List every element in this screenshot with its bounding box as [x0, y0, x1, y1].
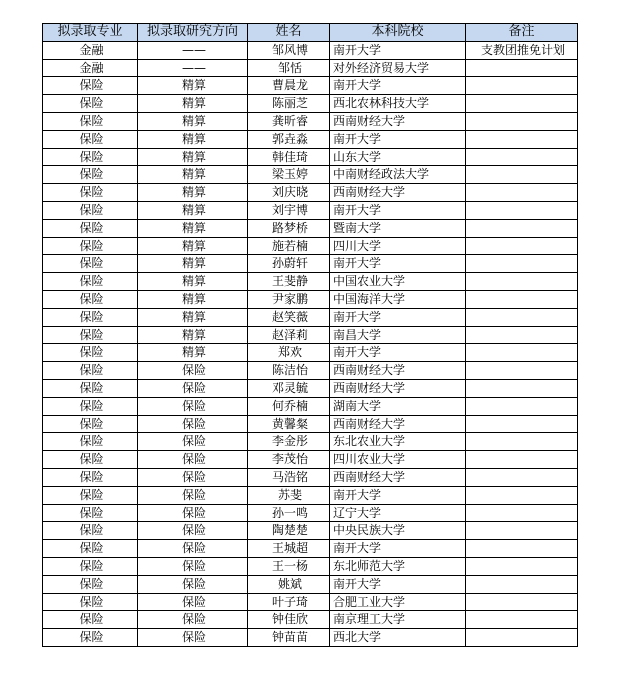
- cell-university: 中国海洋大学: [330, 290, 466, 308]
- cell-direction: 精算: [138, 130, 248, 148]
- cell-university: 南开大学: [330, 77, 466, 95]
- cell-remarks: [466, 95, 578, 113]
- cell-name: 赵泽莉: [248, 326, 330, 344]
- header-remarks: 备注: [466, 24, 578, 42]
- table-row: [43, 273, 578, 291]
- cell-remarks: [466, 629, 578, 647]
- cell-major: 保险: [43, 130, 138, 148]
- cell-remarks: [466, 522, 578, 540]
- cell-university: 西南财经大学: [330, 468, 466, 486]
- cell-direction: ——: [138, 41, 248, 59]
- cell-remarks: [466, 112, 578, 130]
- cell-direction: 保险: [138, 379, 248, 397]
- table-row: [43, 433, 578, 451]
- cell-major: 保险: [43, 379, 138, 397]
- table-row: [43, 112, 578, 130]
- cell-remarks: [466, 593, 578, 611]
- cell-university: 南开大学: [330, 130, 466, 148]
- cell-remarks: [466, 237, 578, 255]
- cell-major: 保险: [43, 112, 138, 130]
- cell-remarks: [466, 486, 578, 504]
- cell-university: 南昌大学: [330, 326, 466, 344]
- cell-direction: 保险: [138, 433, 248, 451]
- cell-direction: 精算: [138, 112, 248, 130]
- cell-name: 邹恬: [248, 59, 330, 77]
- cell-direction: 精算: [138, 308, 248, 326]
- cell-university: 西南财经大学: [330, 184, 466, 202]
- cell-university: 南开大学: [330, 201, 466, 219]
- cell-major: 保险: [43, 611, 138, 629]
- cell-name: 邓灵毓: [248, 379, 330, 397]
- cell-major: 保险: [43, 397, 138, 415]
- table-row: [43, 166, 578, 184]
- cell-name: 陶楚楚: [248, 522, 330, 540]
- table-row: [43, 219, 578, 237]
- cell-remarks: [466, 273, 578, 291]
- table-row: [43, 77, 578, 95]
- cell-major: 保险: [43, 415, 138, 433]
- cell-major: 保险: [43, 166, 138, 184]
- cell-university: 东北农业大学: [330, 433, 466, 451]
- cell-university: 南开大学: [330, 540, 466, 558]
- cell-major: 保险: [43, 451, 138, 469]
- table-row: [43, 237, 578, 255]
- cell-remarks: [466, 557, 578, 575]
- cell-major: 保险: [43, 344, 138, 362]
- table-row: [43, 611, 578, 629]
- table-row: [43, 326, 578, 344]
- cell-remarks: [466, 344, 578, 362]
- cell-direction: 保险: [138, 486, 248, 504]
- cell-major: 保险: [43, 290, 138, 308]
- cell-major: 保险: [43, 540, 138, 558]
- cell-direction: 保险: [138, 611, 248, 629]
- cell-direction: 精算: [138, 184, 248, 202]
- cell-remarks: [466, 166, 578, 184]
- cell-remarks: [466, 290, 578, 308]
- cell-major: 保险: [43, 201, 138, 219]
- cell-university: 中国农业大学: [330, 273, 466, 291]
- cell-university: 暨南大学: [330, 219, 466, 237]
- table-row: [43, 468, 578, 486]
- cell-major: 保险: [43, 468, 138, 486]
- cell-name: 李茂怡: [248, 451, 330, 469]
- cell-major: 保险: [43, 486, 138, 504]
- cell-name: 钟苗苗: [248, 629, 330, 647]
- cell-major: 保险: [43, 255, 138, 273]
- table-row: [43, 379, 578, 397]
- cell-name: 钟佳欣: [248, 611, 330, 629]
- cell-direction: 保险: [138, 451, 248, 469]
- cell-major: 保险: [43, 273, 138, 291]
- cell-name: 尹家鹏: [248, 290, 330, 308]
- cell-name: 韩佳琦: [248, 148, 330, 166]
- cell-direction: ——: [138, 59, 248, 77]
- cell-remarks: [466, 397, 578, 415]
- cell-direction: 精算: [138, 326, 248, 344]
- cell-name: 黄馨粲: [248, 415, 330, 433]
- cell-major: 金融: [43, 41, 138, 59]
- cell-university: 西北农林科技大学: [330, 95, 466, 113]
- cell-direction: 精算: [138, 166, 248, 184]
- cell-direction: 精算: [138, 95, 248, 113]
- cell-direction: 保险: [138, 415, 248, 433]
- header-major: 拟录取专业: [43, 24, 138, 42]
- cell-remarks: [466, 184, 578, 202]
- cell-university: 南京理工大学: [330, 611, 466, 629]
- cell-direction: 精算: [138, 201, 248, 219]
- cell-direction: 精算: [138, 148, 248, 166]
- table-row: [43, 362, 578, 380]
- table-row: [43, 575, 578, 593]
- cell-university: 四川农业大学: [330, 451, 466, 469]
- cell-direction: 精算: [138, 273, 248, 291]
- table-row: [43, 255, 578, 273]
- table-row: [43, 184, 578, 202]
- table-row: [43, 415, 578, 433]
- cell-name: 赵笑薇: [248, 308, 330, 326]
- cell-major: 保险: [43, 95, 138, 113]
- table-row: [43, 504, 578, 522]
- cell-university: 对外经济贸易大学: [330, 59, 466, 77]
- cell-name: 刘宇博: [248, 201, 330, 219]
- header-name: 姓名: [248, 24, 330, 42]
- table-row: [43, 486, 578, 504]
- cell-remarks: [466, 504, 578, 522]
- table-row: [43, 593, 578, 611]
- cell-remarks: 支教团推免计划: [466, 41, 578, 59]
- cell-remarks: [466, 362, 578, 380]
- cell-name: 王一杨: [248, 557, 330, 575]
- cell-university: 中南财经政法大学: [330, 166, 466, 184]
- cell-major: 保险: [43, 77, 138, 95]
- cell-remarks: [466, 468, 578, 486]
- header-row: [43, 24, 578, 42]
- cell-major: 保险: [43, 148, 138, 166]
- cell-remarks: [466, 415, 578, 433]
- table-row: [43, 540, 578, 558]
- cell-university: 西南财经大学: [330, 362, 466, 380]
- cell-direction: 精算: [138, 219, 248, 237]
- cell-direction: 保险: [138, 362, 248, 380]
- cell-remarks: [466, 201, 578, 219]
- table-row: [43, 344, 578, 362]
- cell-university: 辽宁大学: [330, 504, 466, 522]
- cell-remarks: [466, 130, 578, 148]
- table-row: [43, 290, 578, 308]
- cell-university: 东北师范大学: [330, 557, 466, 575]
- cell-university: 西南财经大学: [330, 379, 466, 397]
- cell-remarks: [466, 255, 578, 273]
- cell-name: 陈丽芝: [248, 95, 330, 113]
- cell-major: 保险: [43, 433, 138, 451]
- cell-university: 西南财经大学: [330, 112, 466, 130]
- cell-remarks: [466, 148, 578, 166]
- cell-university: 南开大学: [330, 575, 466, 593]
- cell-major: 保险: [43, 184, 138, 202]
- header-university: 本科院校: [330, 24, 466, 42]
- cell-university: 南开大学: [330, 255, 466, 273]
- cell-direction: 精算: [138, 77, 248, 95]
- cell-name: 刘庆晓: [248, 184, 330, 202]
- cell-direction: 保险: [138, 468, 248, 486]
- cell-university: 南开大学: [330, 486, 466, 504]
- cell-major: 保险: [43, 219, 138, 237]
- table-body: [43, 41, 578, 646]
- cell-remarks: [466, 379, 578, 397]
- cell-major: 保险: [43, 629, 138, 647]
- admission-table: [42, 23, 578, 647]
- table-row: [43, 95, 578, 113]
- cell-university: 合肥工业大学: [330, 593, 466, 611]
- cell-direction: 保险: [138, 593, 248, 611]
- cell-major: 保险: [43, 308, 138, 326]
- cell-remarks: [466, 59, 578, 77]
- cell-remarks: [466, 77, 578, 95]
- table-row: [43, 557, 578, 575]
- cell-major: 保险: [43, 593, 138, 611]
- cell-direction: 保险: [138, 575, 248, 593]
- cell-remarks: [466, 575, 578, 593]
- cell-direction: 保险: [138, 397, 248, 415]
- cell-direction: 保险: [138, 540, 248, 558]
- cell-name: 李金彤: [248, 433, 330, 451]
- cell-university: 南开大学: [330, 308, 466, 326]
- cell-remarks: [466, 433, 578, 451]
- table-row: [43, 522, 578, 540]
- cell-name: 马浩铭: [248, 468, 330, 486]
- cell-name: 孙一鸣: [248, 504, 330, 522]
- cell-major: 保险: [43, 575, 138, 593]
- table-row: [43, 451, 578, 469]
- cell-remarks: [466, 308, 578, 326]
- cell-remarks: [466, 451, 578, 469]
- cell-major: 金融: [43, 59, 138, 77]
- cell-major: 保险: [43, 362, 138, 380]
- cell-university: 山东大学: [330, 148, 466, 166]
- cell-name: 苏斐: [248, 486, 330, 504]
- cell-name: 龚昕睿: [248, 112, 330, 130]
- table-row: [43, 397, 578, 415]
- table-row: [43, 629, 578, 647]
- cell-name: 孙蔚轩: [248, 255, 330, 273]
- table-row: [43, 130, 578, 148]
- cell-major: 保险: [43, 557, 138, 575]
- cell-name: 姚斌: [248, 575, 330, 593]
- cell-name: 王城超: [248, 540, 330, 558]
- cell-university: 西南财经大学: [330, 415, 466, 433]
- cell-major: 保险: [43, 504, 138, 522]
- cell-remarks: [466, 326, 578, 344]
- cell-name: 王斐静: [248, 273, 330, 291]
- cell-direction: 精算: [138, 255, 248, 273]
- cell-direction: 精算: [138, 290, 248, 308]
- cell-direction: 精算: [138, 344, 248, 362]
- cell-direction: 保险: [138, 504, 248, 522]
- cell-major: 保险: [43, 326, 138, 344]
- cell-remarks: [466, 219, 578, 237]
- cell-name: 郑欢: [248, 344, 330, 362]
- cell-major: 保险: [43, 522, 138, 540]
- cell-name: 陈洁怡: [248, 362, 330, 380]
- cell-university: 西北大学: [330, 629, 466, 647]
- cell-name: 叶子琦: [248, 593, 330, 611]
- cell-university: 湖南大学: [330, 397, 466, 415]
- table-row: [43, 308, 578, 326]
- table-row: [43, 148, 578, 166]
- table-row: [43, 41, 578, 59]
- cell-direction: 保险: [138, 629, 248, 647]
- cell-remarks: [466, 611, 578, 629]
- header-direction: 拟录取研究方向: [138, 24, 248, 42]
- cell-direction: 保险: [138, 557, 248, 575]
- cell-name: 施若楠: [248, 237, 330, 255]
- cell-name: 曹晨龙: [248, 77, 330, 95]
- cell-university: 南开大学: [330, 344, 466, 362]
- cell-name: 路梦桥: [248, 219, 330, 237]
- cell-remarks: [466, 540, 578, 558]
- cell-university: 中央民族大学: [330, 522, 466, 540]
- cell-name: 何乔楠: [248, 397, 330, 415]
- cell-major: 保险: [43, 237, 138, 255]
- table-row: [43, 201, 578, 219]
- cell-name: 邹风博: [248, 41, 330, 59]
- table-row: [43, 59, 578, 77]
- cell-name: 郭垚淼: [248, 130, 330, 148]
- cell-university: 南开大学: [330, 41, 466, 59]
- cell-university: 四川大学: [330, 237, 466, 255]
- cell-name: 梁玉婷: [248, 166, 330, 184]
- cell-direction: 保险: [138, 522, 248, 540]
- cell-direction: 精算: [138, 237, 248, 255]
